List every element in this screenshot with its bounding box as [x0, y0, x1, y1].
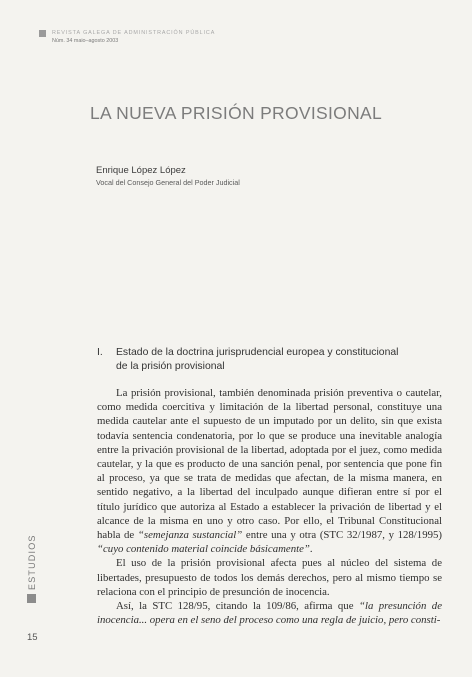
paragraph-1-end: . [309, 543, 313, 556]
journal-header [52, 29, 215, 45]
paragraph-1-quote-1: “semejanza sustancial” [137, 529, 243, 542]
section-number: I. [97, 347, 103, 358]
author-name: Enrique López López [96, 165, 186, 176]
journal-issue: Núm. 34 maio–agosto 2003 [52, 38, 119, 44]
paragraph-1-text-2: entre una y otra (STC 32/1987, y 128/1995) [242, 529, 442, 542]
section-side-square [27, 594, 36, 603]
paragraph-1 [97, 386, 442, 556]
section-title-line-1: Estado de la doctrina jurisprudencial europea y constitucional [116, 347, 399, 358]
paragraph-1-quote-2: “cuyo contenido material coincide básicamente” [97, 543, 310, 556]
paragraph-3-text: Así, la STC 128/95, citando la 109/86, afirma que [116, 600, 359, 613]
paragraph-3-quote: “la presunción de inocencia... opera en el seno del proceso como una regla de juicio, pero consti- [97, 600, 442, 627]
paragraph-2: El uso de la prisión provisional afecta pues al núcleo del sistema de libertades, presupuesto de todos los demás derechos, pero al mismo tiempo se relaciona con el principio de presunción de inocencia. [97, 557, 442, 598]
author-block [96, 164, 240, 188]
section-title-line-2: de la prisión provisional [116, 361, 225, 372]
body-text [97, 386, 442, 627]
article-title: LA NUEVA PRISIÓN PROVISIONAL [89, 103, 383, 123]
author-role: Vocal del Consejo General del Poder Judicial [96, 178, 240, 187]
paragraph-1-text: La prisión provisional, también denominada prisión preventiva o cautelar, como medida coercitiva y limitación de la libertad personal, constituye una medida cautelar ante el supuesto de un imputado por un delito, sin que exista todavía sentencia condenatoria, por lo que se produce una inevitable analogía entre la privación provisional de la libertad, adoptada por el juez, como medida cautelar, y la que es producto de una sanción penal, por sentencia que pone fin al proceso, ya que se trata de medidas que afectan, de la misma manera, en sentido negativo, a la libertad del inculpado aunque difieran entre sí por el título jurídico que autoriza al Estado a establecer la privación de libertad y el alcance de la misma en uno y otro caso. Por ello, el Tribunal Constitucional habla de [97, 387, 442, 542]
page-number: 15 [27, 632, 38, 643]
journal-logo-square [39, 30, 46, 37]
section-side-label: ESTUDIOS [27, 534, 37, 590]
paragraph-3 [97, 599, 442, 627]
journal-name: REVISTA GALEGA DE ADMINISTRACIÓN PÚBLICA [52, 30, 216, 36]
